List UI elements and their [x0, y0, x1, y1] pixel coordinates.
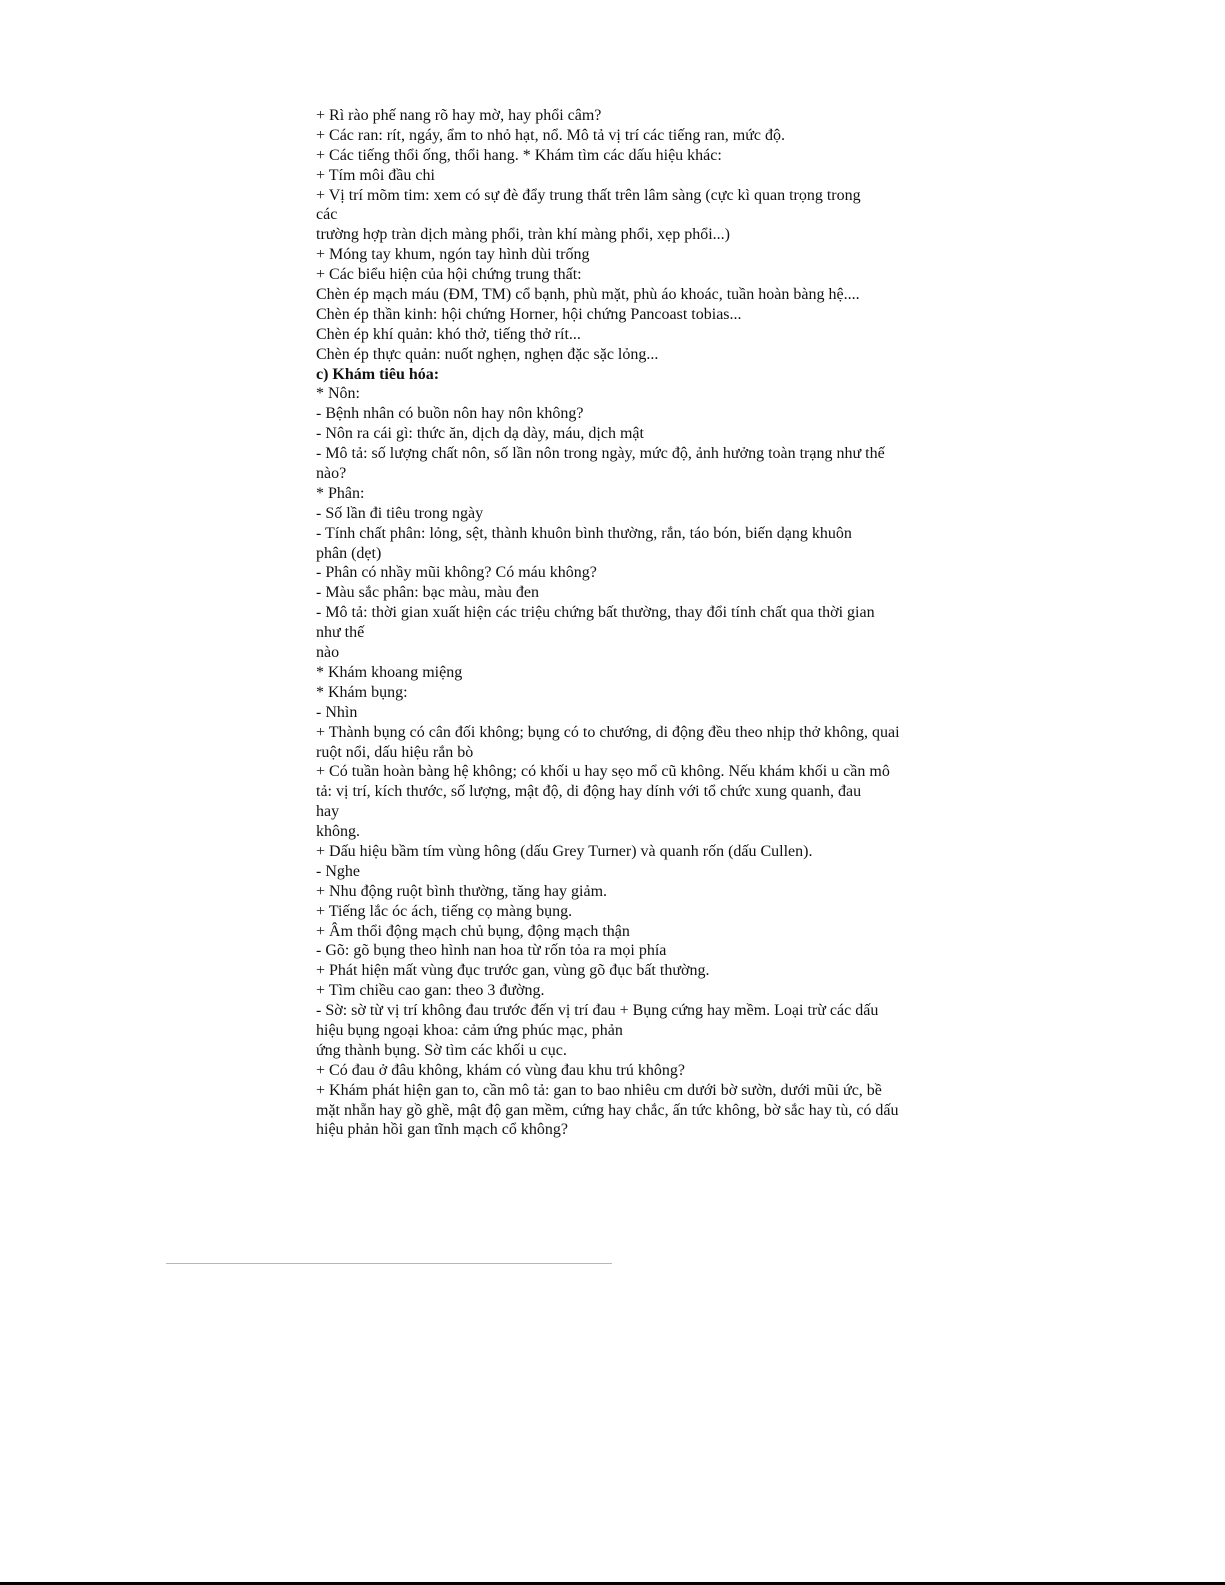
- text-line: hiệu bụng ngoại khoa: cảm ứng phúc mạc, phản: [316, 1021, 623, 1039]
- text-line: + Âm thổi động mạch chủ bụng, động mạch thận: [316, 922, 630, 940]
- text-line: + Khám phát hiện gan to, cần mô tả: gan to bao nhiêu cm dưới bờ sườn, dưới mũi ức, bề: [316, 1081, 882, 1099]
- text-line: nào: [316, 644, 340, 662]
- text-line: - Bệnh nhân có buồn nôn hay nôn không?: [316, 405, 584, 423]
- text-line: + Tìm chiều cao gan: theo 3 đường.: [316, 982, 545, 1000]
- text-line: + Tiếng lắc óc ách, tiếng cọ màng bụng.: [316, 902, 573, 920]
- text-line: nào?: [316, 465, 347, 483]
- text-line: * Khám khoang miệng: [316, 663, 463, 681]
- text-line: - Gõ: gõ bụng theo hình nan hoa từ rốn tỏa ra mọi phía: [316, 942, 667, 960]
- text-line: + Dấu hiệu bầm tím vùng hông (dấu Grey Turner) và quanh rốn (dấu Cullen).: [316, 842, 813, 860]
- text-line: + Các tiếng thổi ống, thổi hang. * Khám tìm các dấu hiệu khác:: [316, 146, 722, 164]
- text-line: + Các ran: rít, ngáy, ẩm to nhỏ hạt, nổ. Mô tả vị trí các tiếng ran, mức độ.: [316, 126, 785, 144]
- text-line: - Nôn ra cái gì: thức ăn, dịch dạ dày, máu, dịch mật: [316, 425, 644, 443]
- text-line: Chèn ép thực quản: nuốt nghẹn, nghẹn đặc sặc lỏng...: [316, 345, 659, 363]
- text-line: Chèn ép thần kinh: hội chứng Horner, hội chứng Pancoast tobias...: [316, 305, 742, 323]
- text-line: mặt nhẵn hay gồ ghề, mật độ gan mềm, cứng hay chắc, ấn tức không, bờ sắc hay tù, có dấu: [316, 1101, 899, 1119]
- text-line: - Sờ: sờ từ vị trí không đau trước đến vị trí đau + Bụng cứng hay mềm. Loại trừ các dấu: [316, 1002, 879, 1020]
- text-line: ruột nổi, dấu hiệu rắn bò: [316, 743, 474, 761]
- section-heading: c) Khám tiêu hóa:: [316, 365, 440, 383]
- text-line: trường hợp tràn dịch màng phổi, tràn khí màng phổi, xẹp phổi...): [316, 226, 730, 244]
- text-line: + Thành bụng có cân đối không; bụng có to chướng, di động đều theo nhịp thở không, quai: [316, 723, 900, 741]
- text-line: như thế: [316, 624, 365, 642]
- text-line: - Màu sắc phân: bạc màu, màu đen: [316, 584, 540, 602]
- text-line: * Nôn:: [316, 385, 360, 403]
- footnote-separator: [166, 1263, 612, 1264]
- text-line: Chèn ép khí quản: khó thở, tiếng thở rít...: [316, 325, 581, 343]
- text-line: - Mô tả: thời gian xuất hiện các triệu chứng bất thường, thay đổi tính chất qua thời gian: [316, 604, 875, 622]
- text-line: phân (dẹt): [316, 544, 382, 562]
- text-line: - Nhìn: [316, 703, 358, 721]
- text-line: ứng thành bụng. Sờ tìm các khối u cục.: [316, 1041, 567, 1059]
- document-body: [316, 106, 976, 1140]
- text-line: - Phân có nhầy mũi không? Có máu không?: [316, 564, 597, 582]
- text-line: - Số lần đi tiêu trong ngày: [316, 504, 484, 522]
- text-line: các: [316, 206, 338, 224]
- text-line: + Phát hiện mất vùng đục trước gan, vùng gõ đục bất thường.: [316, 962, 710, 980]
- text-line: - Mô tả: số lượng chất nôn, số lần nôn trong ngày, mức độ, ảnh hưởng toàn trạng như thế: [316, 445, 885, 463]
- text-line: + Rì rào phế nang rõ hay mờ, hay phổi câm?: [316, 107, 602, 124]
- text-line: * Khám bụng:: [316, 683, 408, 701]
- text-line: hiệu phản hồi gan tĩnh mạch cổ không?: [316, 1121, 568, 1139]
- text-line: * Phân:: [316, 484, 365, 502]
- text-line: + Móng tay khum, ngón tay hình dùi trống: [316, 246, 590, 264]
- text-line: + Các biểu hiện của hội chứng trung thất:: [316, 266, 582, 284]
- text-line: hay: [316, 803, 340, 821]
- text-line: + Có đau ở đâu không, khám có vùng đau khu trú không?: [316, 1061, 685, 1079]
- text-line: không.: [316, 823, 360, 841]
- text-line: + Tím môi đầu chi: [316, 166, 435, 184]
- text-line: tả: vị trí, kích thước, số lượng, mật độ, di động hay dính với tổ chức xung quanh, đau: [316, 783, 862, 801]
- text-line: - Tính chất phân: lỏng, sệt, thành khuôn bình thường, rắn, táo bón, biến dạng khuôn: [316, 524, 852, 542]
- text-line: + Nhu động ruột bình thường, tăng hay giảm.: [316, 882, 608, 900]
- text-line: + Có tuần hoàn bàng hệ không; có khối u hay sẹo mổ cũ không. Nếu khám khối u cần mô: [316, 763, 890, 781]
- text-line: Chèn ép mạch máu (ĐM, TM) cổ bạnh, phù mặt, phù áo khoác, tuần hoàn bàng hệ....: [316, 286, 860, 304]
- text-line: - Nghe: [316, 862, 360, 880]
- text-line: + Vị trí mõm tim: xem có sự đè đẩy trung thất trên lâm sàng (cực kì quan trọng trong: [316, 186, 861, 204]
